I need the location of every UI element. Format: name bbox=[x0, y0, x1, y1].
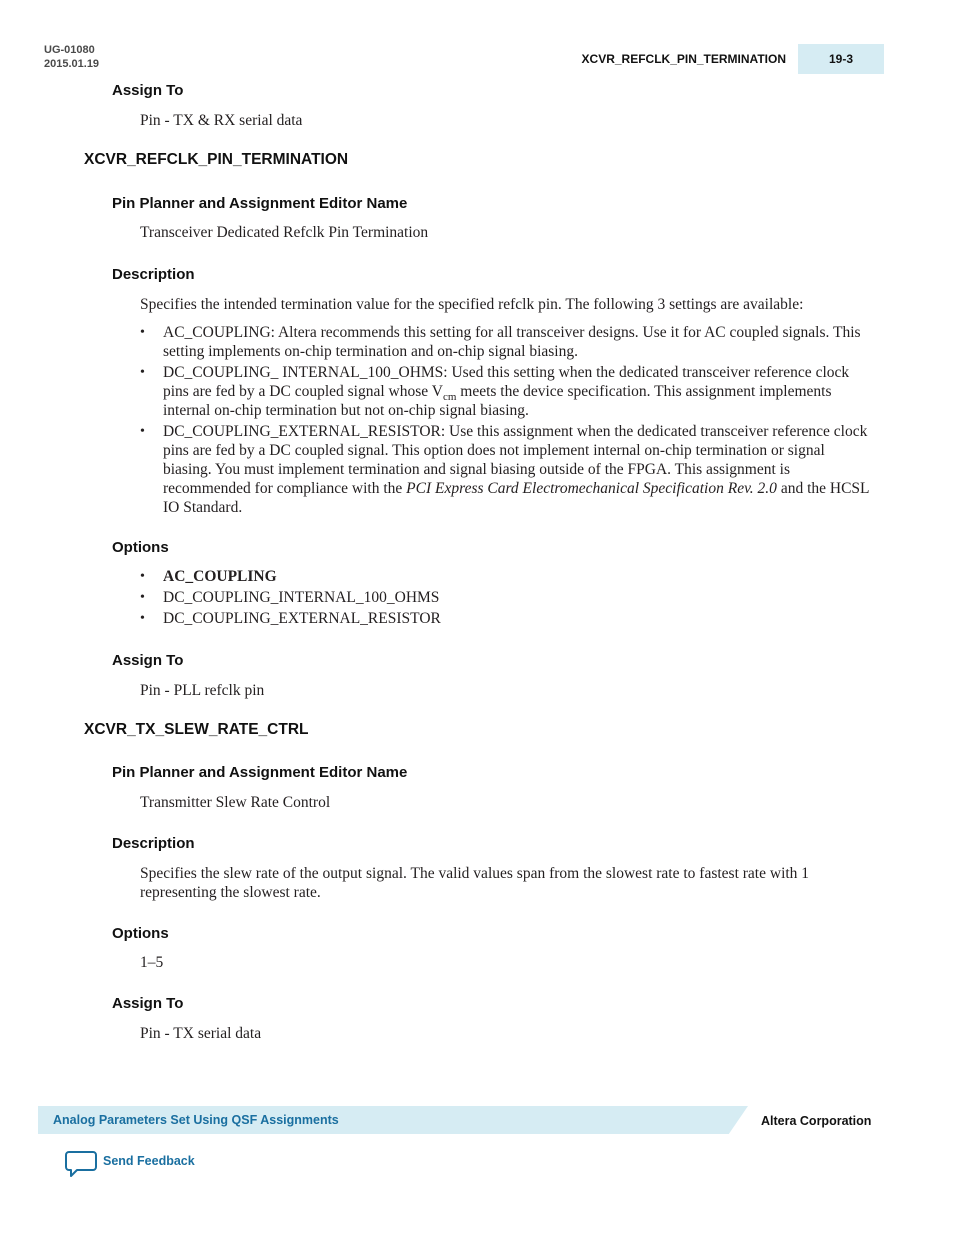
list-item: • DC_COUPLING_EXTERNAL_RESISTOR bbox=[140, 610, 441, 627]
bullet-icon: • bbox=[140, 611, 145, 626]
doc-date: 2015.01.19 bbox=[44, 58, 100, 70]
assign-to-heading: Assign To bbox=[112, 652, 184, 669]
assign-to-value: Pin - TX & RX serial data bbox=[140, 112, 303, 129]
settings-list bbox=[140, 323, 870, 519]
description-heading: Description bbox=[112, 835, 195, 852]
doc-id: UG-01080 bbox=[44, 44, 95, 56]
bullet-icon: • bbox=[140, 424, 145, 439]
options-list bbox=[140, 567, 870, 630]
list-item: • DC_COUPLING_EXTERNAL_RESISTOR: Use this assignment when the dedicated transceiver reference clock pins are fed by a DC coupled signal. This option does not implement internal on-chip termination or signal biasing. You must implement termination and signal biasing outside of the FPGA. This assignment is recommended for compliance with the PCI Express Card Electromechanical Specification Rev. 2.0 and the HCSL IO Standard. bbox=[140, 423, 869, 516]
speech-bubble-icon[interactable] bbox=[65, 1150, 97, 1178]
options-heading: Options bbox=[112, 925, 169, 942]
section-title-refclk: XCVR_REFCLK_PIN_TERMINATION bbox=[84, 151, 349, 168]
editor-name-value: Transmitter Slew Rate Control bbox=[140, 794, 331, 811]
chapter-link[interactable]: Analog Parameters Set Using QSF Assignments bbox=[53, 1113, 339, 1127]
bullet-icon: • bbox=[140, 365, 145, 380]
running-header-title: XCVR_REFCLK_PIN_TERMINATION bbox=[581, 52, 786, 66]
company-name: Altera Corporation bbox=[761, 1114, 872, 1128]
list-item bbox=[140, 567, 870, 586]
list-item: • AC_COUPLING: Altera recommends this setting for all transceiver designs. Use it for AC coupled signals. This setting implements on-chip termination and on-chip signal biasing. bbox=[140, 324, 861, 360]
assign-to-value: Pin - PLL refclk pin bbox=[140, 682, 265, 699]
bullet-icon: • bbox=[140, 325, 145, 340]
list-item: • DC_COUPLING_ INTERNAL_100_OHMS: Used this setting when the dedicated transceiver reference clock pins are fed by a DC coupled signal whose $V_{cm}$ meets the device specification. This assignment implements internal on-chip termination but not on-chip signal biasing. bbox=[140, 364, 850, 419]
page-number: 19-3 bbox=[828, 52, 854, 66]
assign-to-heading: Assign To bbox=[112, 82, 184, 99]
bullet-icon: • bbox=[140, 569, 145, 584]
spec-reference: PCI Express Card Electromechanical Specification Rev. 2.0 bbox=[406, 480, 777, 497]
description-text: Specifies the slew rate of the output signal. The valid values span from the slowest rate to fastest rate with 1 representing the slowest rate. bbox=[140, 865, 810, 901]
assign-to-value: Pin - TX serial data bbox=[140, 1025, 262, 1042]
editor-name-value: Transceiver Dedicated Refclk Pin Termination bbox=[140, 224, 429, 241]
list-item: • DC_COUPLING_INTERNAL_100_OHMS bbox=[140, 589, 440, 606]
editor-name-heading: Pin Planner and Assignment Editor Name bbox=[112, 764, 408, 781]
section-title-slew: XCVR_TX_SLEW_RATE_CTRL bbox=[84, 721, 309, 738]
options-value: 1–5 bbox=[140, 954, 164, 971]
options-heading: Options bbox=[112, 539, 169, 556]
default-option: AC_COUPLING bbox=[163, 568, 277, 585]
assign-to-heading: Assign To bbox=[112, 995, 184, 1012]
send-feedback-link[interactable]: Send Feedback bbox=[103, 1154, 195, 1168]
editor-name-heading: Pin Planner and Assignment Editor Name bbox=[112, 195, 408, 212]
page-number-tab bbox=[798, 44, 884, 74]
description-intro: Specifies the intended termination value for the specified refclk pin. The following 3 settings are available: bbox=[140, 296, 804, 313]
bullet-icon: • bbox=[140, 590, 145, 605]
description-heading: Description bbox=[112, 266, 195, 283]
doc-meta bbox=[44, 43, 99, 71]
